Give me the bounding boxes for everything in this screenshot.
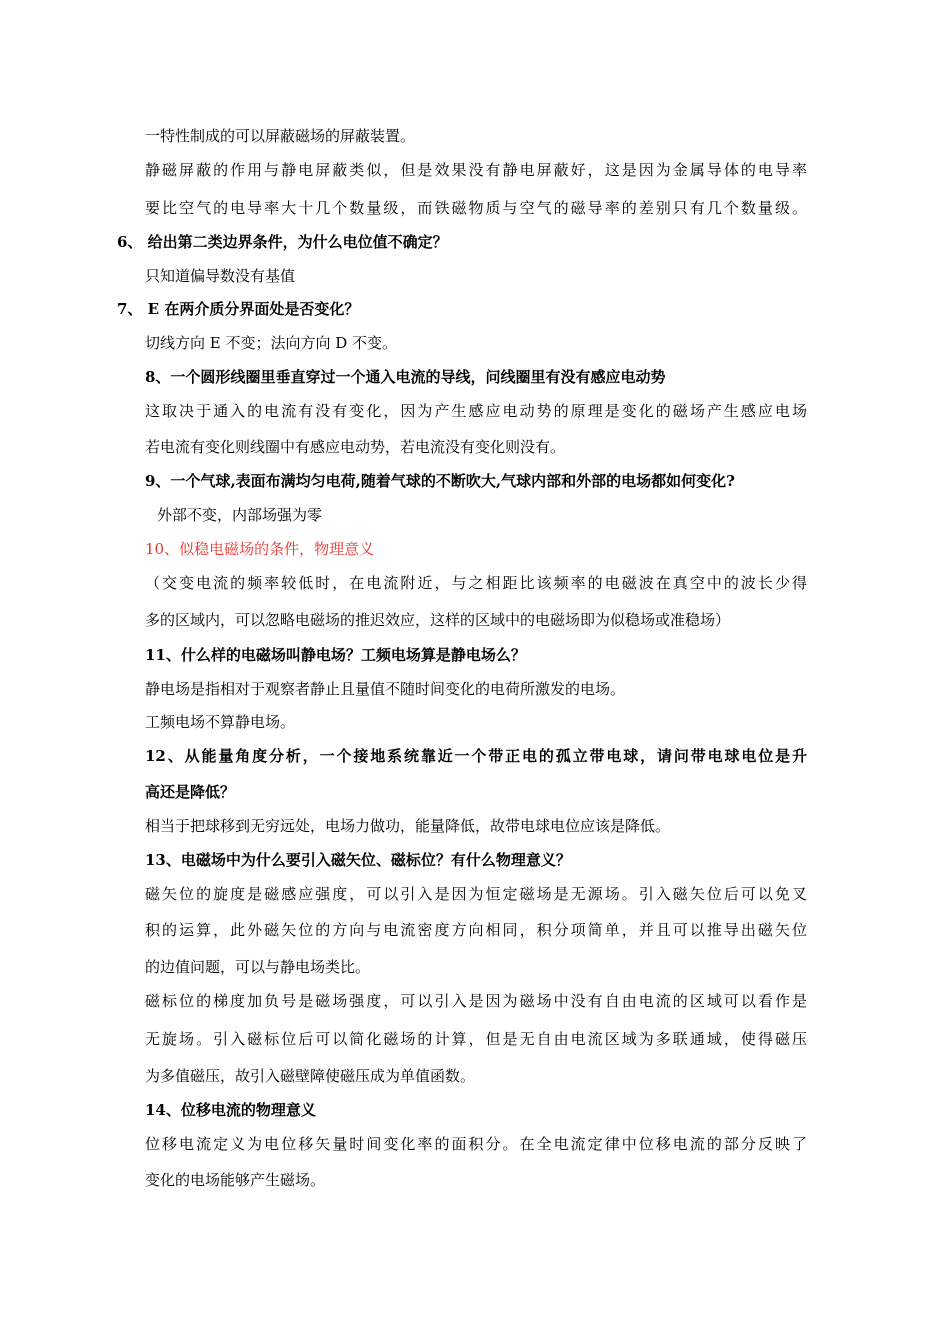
question-6-heading: 6、 给出第二类边界条件，为什么电位值不确定？ bbox=[117, 233, 448, 251]
question-11-heading: 11、什么样的电磁场叫静电场？工频电场算是静电场么？ bbox=[145, 646, 526, 664]
answer-line: （交变电流的频率较低时，在电流附近，与之相距比该频率的电磁波在真空中的波长少得 bbox=[145, 574, 807, 592]
answer-line: 切线方向 E 不变；法向方向 D 不变。 bbox=[145, 334, 398, 352]
paragraph-line: 要比空气的电导率大十几个数量级，而铁磁物质与空气的磁导率的差别只有几个数量级。 bbox=[145, 199, 807, 217]
answer-line: 无旋场。引入磁标位后可以简化磁场的计算，但是无自由电流区域为多联通域，使得磁压 bbox=[145, 1030, 807, 1048]
paragraph-line: 静磁屏蔽的作用与静电屏蔽类似，但是效果没有静电屏蔽好，这是因为金属导体的电导率 bbox=[145, 161, 807, 179]
question-12-heading: 12、从能量角度分析，一个接地系统靠近一个带正电的孤立带电球，请问带电球电位是升 bbox=[145, 747, 807, 765]
question-9-heading: 9、一个气球,表面布满均匀电荷,随着气球的不断吹大,气球内部和外部的电场都如何变化? bbox=[145, 472, 735, 490]
answer-line: 为多值磁压，故引入磁壁障使磁压成为单值函数。 bbox=[145, 1067, 476, 1085]
answer-line: 外部不变，内部场强为零 bbox=[157, 506, 323, 524]
question-10-heading: 10、似稳电磁场的条件，物理意义 bbox=[145, 540, 375, 558]
answer-line: 这取决于通入的电流有没有变化，因为产生感应电动势的原理是变化的磁场产生感应电场 bbox=[145, 402, 807, 420]
answer-line: 只知道偏导数没有基值 bbox=[145, 267, 296, 285]
answer-line: 工频电场不算静电场。 bbox=[145, 713, 296, 731]
answer-line: 位移电流定义为电位移矢量时间变化率的面积分。在全电流定律中位移电流的部分反映了 bbox=[145, 1135, 807, 1153]
answer-line: 若电流有变化则线圈中有感应电动势，若电流没有变化则没有。 bbox=[145, 438, 566, 456]
answer-line: 磁标位的梯度加负号是磁场强度，可以引入是因为磁场中没有自由电流的区域可以看作是 bbox=[145, 992, 807, 1010]
paragraph-line: 一特性制成的可以屏蔽磁场的屏蔽装置。 bbox=[145, 127, 416, 145]
answer-line: 积的运算，此外磁矢位的方向与电流密度方向相同，积分项简单，并且可以推导出磁矢位 bbox=[145, 921, 807, 939]
answer-line: 静电场是指相对于观察者静止且量值不随时间变化的电荷所激发的电场。 bbox=[145, 680, 626, 698]
answer-line: 的边值问题，可以与静电场类比。 bbox=[145, 958, 371, 976]
question-8-heading: 8、一个圆形线圈里垂直穿过一个通入电流的导线，问线圈里有没有感应电动势 bbox=[145, 368, 666, 386]
question-14-heading: 14、位移电流的物理意义 bbox=[145, 1101, 316, 1119]
question-12-heading-cont: 高还是降低？ bbox=[145, 783, 236, 801]
answer-line: 磁矢位的旋度是磁感应强度，可以引入是因为恒定磁场是无源场。引入磁矢位后可以免叉 bbox=[145, 885, 807, 903]
answer-line: 变化的电场能够产生磁场。 bbox=[145, 1171, 326, 1189]
question-13-heading: 13、电磁场中为什么要引入磁矢位、磁标位？有什么物理意义？ bbox=[145, 851, 571, 869]
question-7-heading: 7、 E 在两介质分界面处是否变化？ bbox=[117, 300, 360, 318]
answer-line: 多的区域内，可以忽略电磁场的推迟效应，这样的区域中的电磁场即为似稳场或准稳场） bbox=[145, 611, 731, 629]
answer-line: 相当于把球移到无穷远处，电场力做功，能量降低，故带电球电位应该是降低。 bbox=[145, 817, 671, 835]
